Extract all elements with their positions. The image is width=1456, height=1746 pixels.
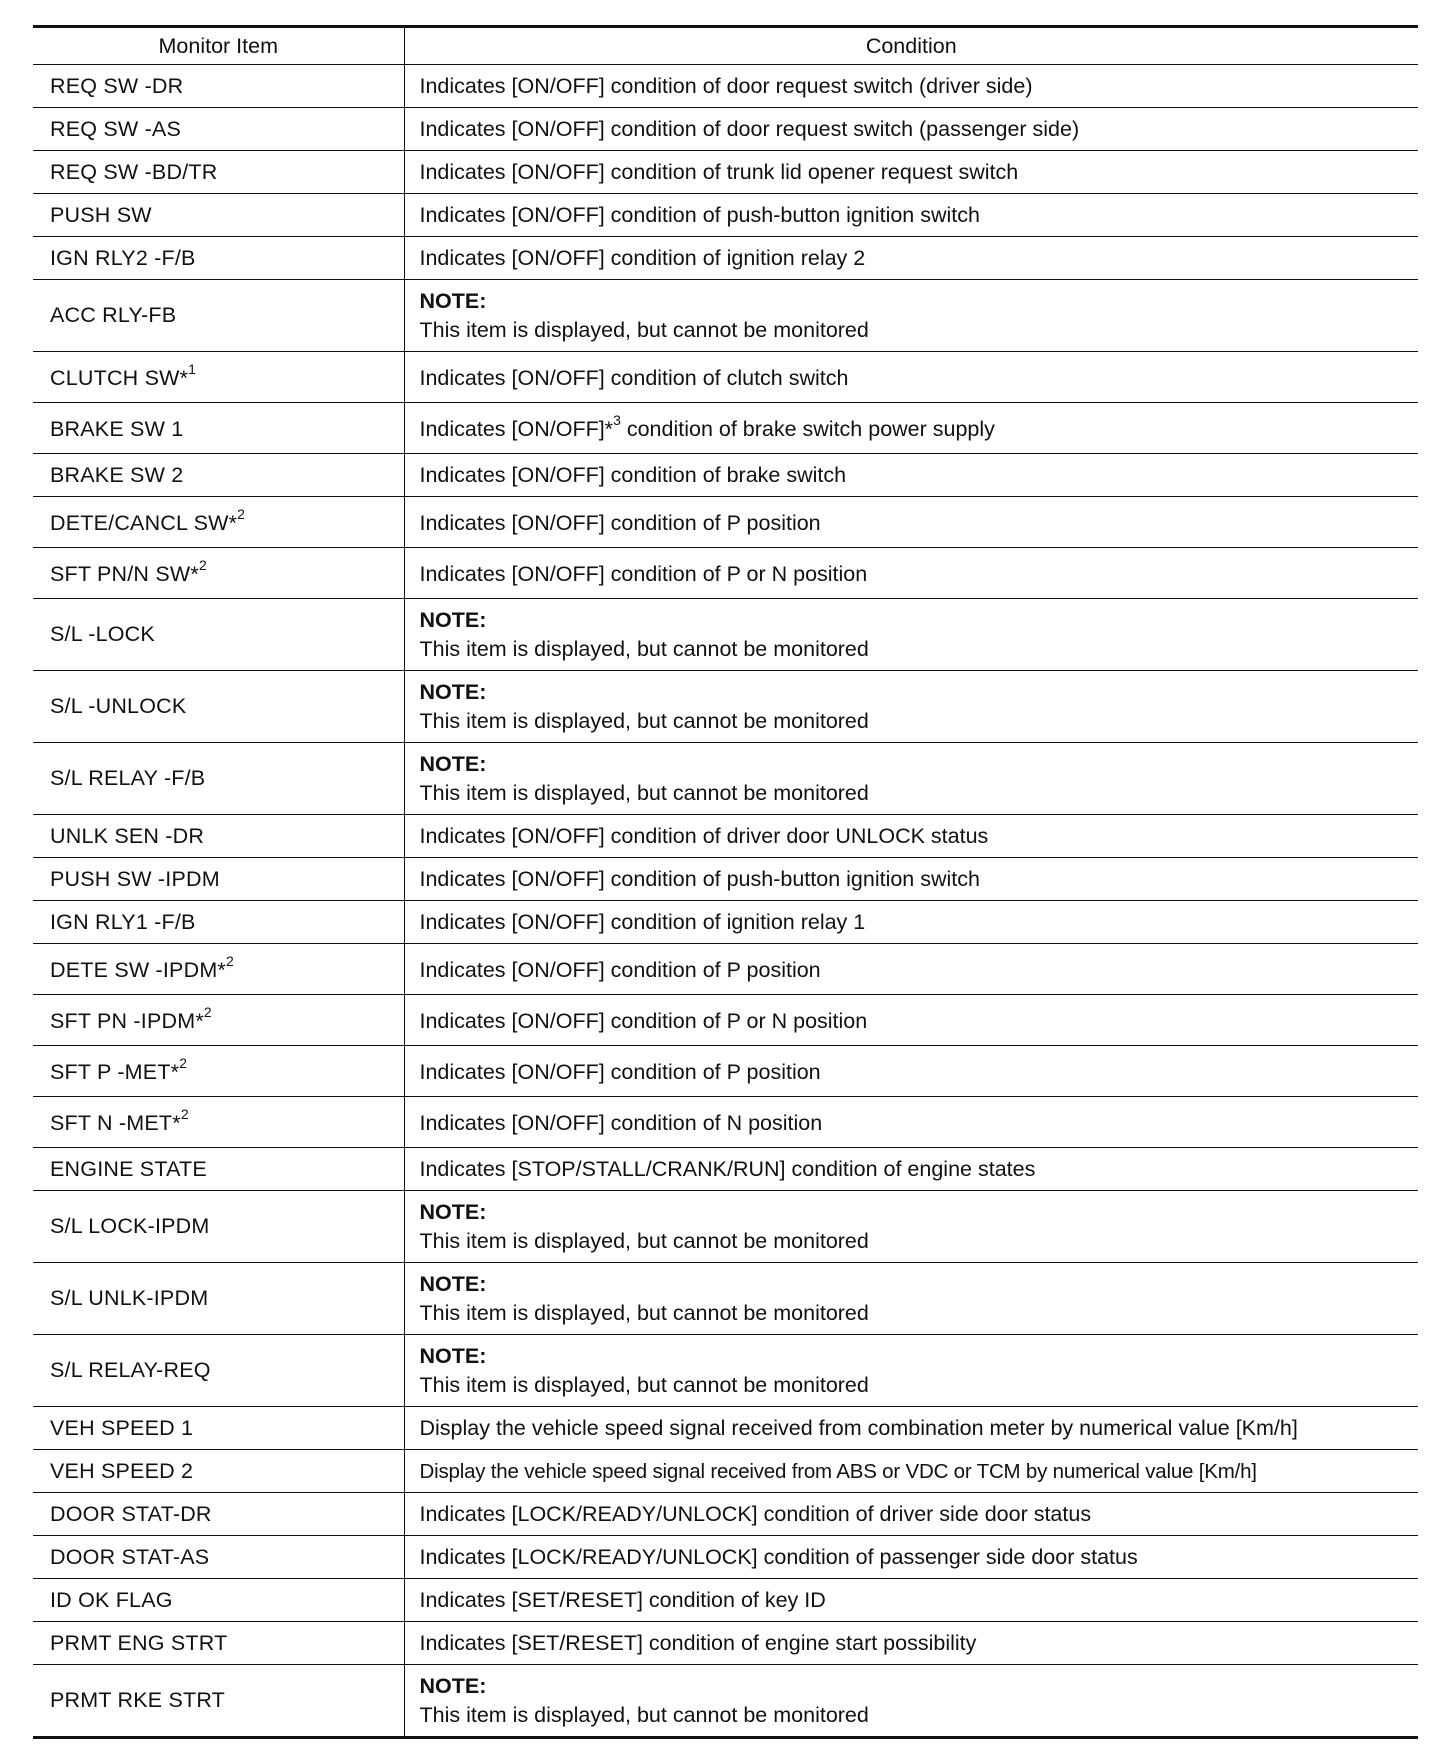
condition-cell: Display the vehicle speed signal received from ABS or VDC or TCM by numerical value [Km/h] — [404, 1450, 1418, 1493]
monitor-item-cell: REQ SW -BD/TR — [33, 151, 404, 194]
condition-cell — [404, 280, 1418, 352]
condition-cell — [404, 403, 1418, 454]
table-row — [33, 1536, 1418, 1579]
condition-cell: Indicates [ON/OFF] condition of trunk lid opener request switch — [404, 151, 1418, 194]
monitor-item-cell: VEH SPEED 1 — [33, 1407, 404, 1450]
monitor-item-cell: ID OK FLAG — [33, 1579, 404, 1622]
table-row — [33, 237, 1418, 280]
note-text: This item is displayed, but cannot be monitored — [419, 1300, 869, 1325]
condition-cell: Indicates [LOCK/READY/UNLOCK] condition of passenger side door status — [404, 1536, 1418, 1579]
table-row — [33, 1665, 1418, 1738]
monitor-item-cell — [33, 352, 404, 403]
monitor-item-cell — [33, 995, 404, 1046]
condition-cell — [404, 1263, 1418, 1335]
condition-cell: Display the vehicle speed signal received from combination meter by numerical value [Km/h] — [404, 1407, 1418, 1450]
condition-cell: Indicates [ON/OFF] condition of ignition relay 2 — [404, 237, 1418, 280]
note-label: NOTE: — [419, 751, 487, 776]
condition-cell: Indicates [ON/OFF] condition of N position — [404, 1097, 1418, 1148]
monitor-item-cell — [33, 1046, 404, 1097]
table-row — [33, 454, 1418, 497]
monitor-item-text: DETE SW -IPDM* — [50, 957, 226, 982]
monitor-item-table — [33, 25, 1418, 1739]
table-row — [33, 743, 1418, 815]
table-row — [33, 65, 1418, 108]
condition-cell — [404, 1335, 1418, 1407]
condition-cell: Indicates [SET/RESET] condition of key ID — [404, 1579, 1418, 1622]
condition-cell — [404, 1665, 1418, 1738]
table-row — [33, 352, 1418, 403]
footnote-marker: 3 — [613, 412, 621, 429]
condition-cell: Indicates [STOP/STALL/CRANK/RUN] condition of engine states — [404, 1148, 1418, 1191]
table-row — [33, 1263, 1418, 1335]
condition-text: Indicates [ON/OFF]* — [419, 416, 614, 441]
table-row — [33, 1407, 1418, 1450]
table-row — [33, 548, 1418, 599]
monitor-item-cell: PRMT RKE STRT — [33, 1665, 404, 1738]
monitor-item-cell: IGN RLY2 -F/B — [33, 237, 404, 280]
note-text: This item is displayed, but cannot be monitored — [419, 1228, 869, 1253]
table-row — [33, 1450, 1418, 1493]
condition-cell: Indicates [ON/OFF] condition of door request switch (driver side) — [404, 65, 1418, 108]
table-row — [33, 858, 1418, 901]
note-label: NOTE: — [419, 679, 487, 704]
note-text: This item is displayed, but cannot be monitored — [419, 780, 869, 805]
note-label: NOTE: — [419, 1343, 487, 1368]
footnote-marker: 2 — [179, 1055, 188, 1072]
condition-cell: Indicates [LOCK/READY/UNLOCK] condition of driver side door status — [404, 1493, 1418, 1536]
condition-cell: Indicates [ON/OFF] condition of brake switch — [404, 454, 1418, 497]
monitor-item-cell: S/L RELAY-REQ — [33, 1335, 404, 1407]
condition-cell: Indicates [ON/OFF] condition of P position — [404, 944, 1418, 995]
note-label: NOTE: — [419, 1199, 487, 1224]
table-row — [33, 280, 1418, 352]
note-label: NOTE: — [419, 1673, 487, 1698]
monitor-item-cell: S/L UNLK-IPDM — [33, 1263, 404, 1335]
table-row — [33, 599, 1418, 671]
monitor-item-text: DETE/CANCL SW* — [50, 510, 238, 535]
monitor-item-cell — [33, 497, 404, 548]
condition-cell: Indicates [ON/OFF] condition of door request switch (passenger side) — [404, 108, 1418, 151]
note-text: This item is displayed, but cannot be monitored — [419, 636, 869, 661]
table-row — [33, 151, 1418, 194]
monitor-item-cell: BRAKE SW 2 — [33, 454, 404, 497]
note-label: NOTE: — [419, 288, 487, 313]
footnote-marker: 2 — [237, 506, 246, 523]
table-row — [33, 1097, 1418, 1148]
table-row — [33, 497, 1418, 548]
footnote-marker: 2 — [180, 1106, 189, 1123]
monitor-item-cell — [33, 548, 404, 599]
condition-cell — [404, 599, 1418, 671]
note-text: This item is displayed, but cannot be monitored — [419, 317, 869, 342]
table-row — [33, 1191, 1418, 1263]
monitor-item-cell: PUSH SW -IPDM — [33, 858, 404, 901]
condition-cell: Indicates [ON/OFF] condition of P or N position — [404, 995, 1418, 1046]
monitor-item-cell: PRMT ENG STRT — [33, 1622, 404, 1665]
table-row — [33, 995, 1418, 1046]
footnote-marker: 2 — [226, 953, 234, 970]
monitor-item-cell: PUSH SW — [33, 194, 404, 237]
monitor-item-cell: DOOR STAT-AS — [33, 1536, 404, 1579]
monitor-item-cell: S/L RELAY -F/B — [33, 743, 404, 815]
table-row — [33, 1046, 1418, 1097]
header-monitor-item: Monitor Item — [33, 27, 404, 65]
monitor-item-cell: S/L -UNLOCK — [33, 671, 404, 743]
monitor-item-cell: S/L LOCK-IPDM — [33, 1191, 404, 1263]
monitor-item-cell — [33, 1097, 404, 1148]
table-row — [33, 1493, 1418, 1536]
condition-cell: Indicates [ON/OFF] condition of driver door UNLOCK status — [404, 815, 1418, 858]
monitor-item-cell: IGN RLY1 -F/B — [33, 901, 404, 944]
monitor-item-cell — [33, 944, 404, 995]
monitor-item-cell: REQ SW -DR — [33, 65, 404, 108]
condition-cell — [404, 1191, 1418, 1263]
monitor-item-text: SFT PN -IPDM* — [50, 1008, 204, 1033]
condition-cell: Indicates [ON/OFF] condition of push-button ignition switch — [404, 194, 1418, 237]
monitor-item-cell: DOOR STAT-DR — [33, 1493, 404, 1536]
condition-cell: Indicates [ON/OFF] condition of ignition relay 1 — [404, 901, 1418, 944]
condition-cell — [404, 743, 1418, 815]
condition-cell: Indicates [ON/OFF] condition of P position — [404, 1046, 1418, 1097]
condition-cell: Indicates [ON/OFF] condition of P or N position — [404, 548, 1418, 599]
table-row — [33, 403, 1418, 454]
monitor-item-cell: REQ SW -AS — [33, 108, 404, 151]
table-row — [33, 108, 1418, 151]
condition-cell: Indicates [SET/RESET] condition of engine start possibility — [404, 1622, 1418, 1665]
note-label: NOTE: — [419, 1271, 487, 1296]
table-header-row — [33, 27, 1418, 65]
note-text: This item is displayed, but cannot be monitored — [419, 1372, 869, 1397]
monitor-item-cell: S/L -LOCK — [33, 599, 404, 671]
condition-cell — [404, 671, 1418, 743]
note-text: This item is displayed, but cannot be monitored — [419, 1702, 869, 1727]
table-row — [33, 1148, 1418, 1191]
footnote-marker: 2 — [203, 1004, 212, 1021]
condition-cell: Indicates [ON/OFF] condition of P position — [404, 497, 1418, 548]
header-condition: Condition — [404, 27, 1418, 65]
note-text: This item is displayed, but cannot be monitored — [419, 708, 869, 733]
monitor-item-text: SFT PN/N SW* — [50, 561, 199, 586]
table-row — [33, 1335, 1418, 1407]
table-row — [33, 1622, 1418, 1665]
monitor-item-text: CLUTCH SW* — [50, 365, 189, 390]
footnote-marker: 2 — [198, 557, 207, 574]
condition-text: condition of brake switch power supply — [620, 416, 995, 441]
condition-cell: Indicates [ON/OFF] condition of push-button ignition switch — [404, 858, 1418, 901]
table-row — [33, 671, 1418, 743]
table-row — [33, 1579, 1418, 1622]
condition-cell: Indicates [ON/OFF] condition of clutch switch — [404, 352, 1418, 403]
table-row — [33, 944, 1418, 995]
footnote-marker: 1 — [188, 361, 197, 378]
table-row — [33, 901, 1418, 944]
note-label: NOTE: — [419, 607, 487, 632]
table-row — [33, 194, 1418, 237]
table-row — [33, 815, 1418, 858]
monitor-item-cell: VEH SPEED 2 — [33, 1450, 404, 1493]
monitor-item-cell: ACC RLY-FB — [33, 280, 404, 352]
monitor-item-cell: ENGINE STATE — [33, 1148, 404, 1191]
monitor-item-cell: UNLK SEN -DR — [33, 815, 404, 858]
monitor-item-text: SFT P -MET* — [50, 1059, 180, 1084]
monitor-item-cell: BRAKE SW 1 — [33, 403, 404, 454]
monitor-item-text: SFT N -MET* — [50, 1110, 181, 1135]
